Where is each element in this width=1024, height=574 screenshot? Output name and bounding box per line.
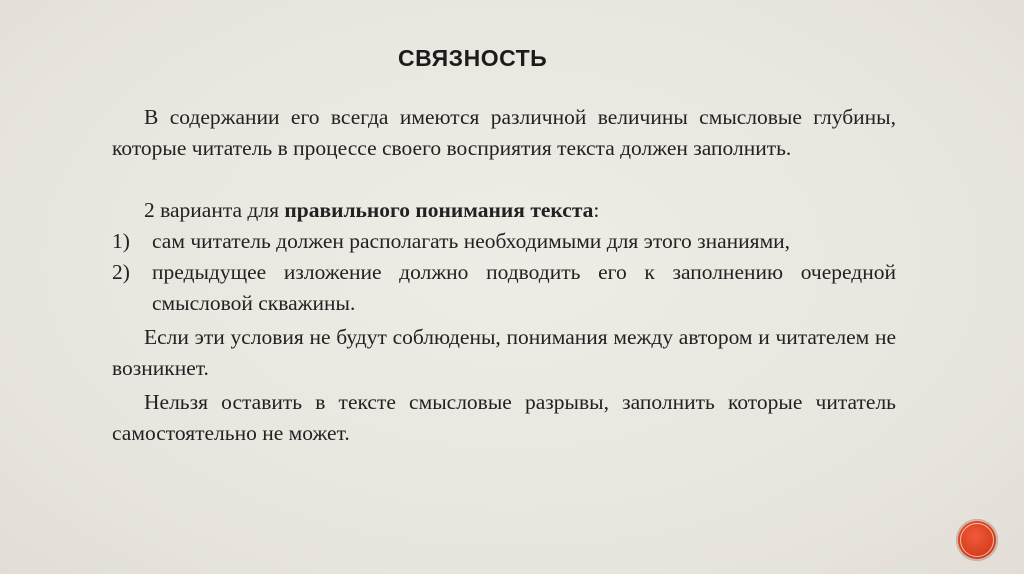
list-item xyxy=(112,226,896,257)
list-lead-suffix: : xyxy=(593,198,600,222)
slide-title: СВЯЗНОСТЬ xyxy=(398,45,548,71)
list-item-number: 1) xyxy=(112,229,130,253)
list-lead-prefix: 2 варианта для xyxy=(144,198,285,222)
decorative-badge-icon xyxy=(956,519,998,561)
list-item-text: предыдущее изложение должно подводить его к заполнению очередной смысловой скважины. xyxy=(152,260,896,315)
list-item-text: сам читатель должен располагать необходимыми для этого знаниями, xyxy=(152,229,791,253)
list-lead xyxy=(112,195,896,226)
paragraph-gaps: Нельзя оставить в тексте смысловые разрывы, заполнить которые читатель самостоятельно не может. xyxy=(112,390,896,445)
list-item xyxy=(112,257,896,319)
slide-body xyxy=(112,102,896,449)
list-item-number: 2) xyxy=(112,260,130,284)
paragraph-conditions: Если эти условия не будут соблюдены, понимания между автором и читателем не возникнет. xyxy=(112,325,896,380)
list-lead-bold: правильного понимания текста xyxy=(284,198,594,222)
paragraph-intro: В содержании его всегда имеются различной величины смысловые глубины, которые читатель в процессе своего восприятия текста должен заполнить. xyxy=(112,105,896,160)
spacer xyxy=(112,164,896,195)
